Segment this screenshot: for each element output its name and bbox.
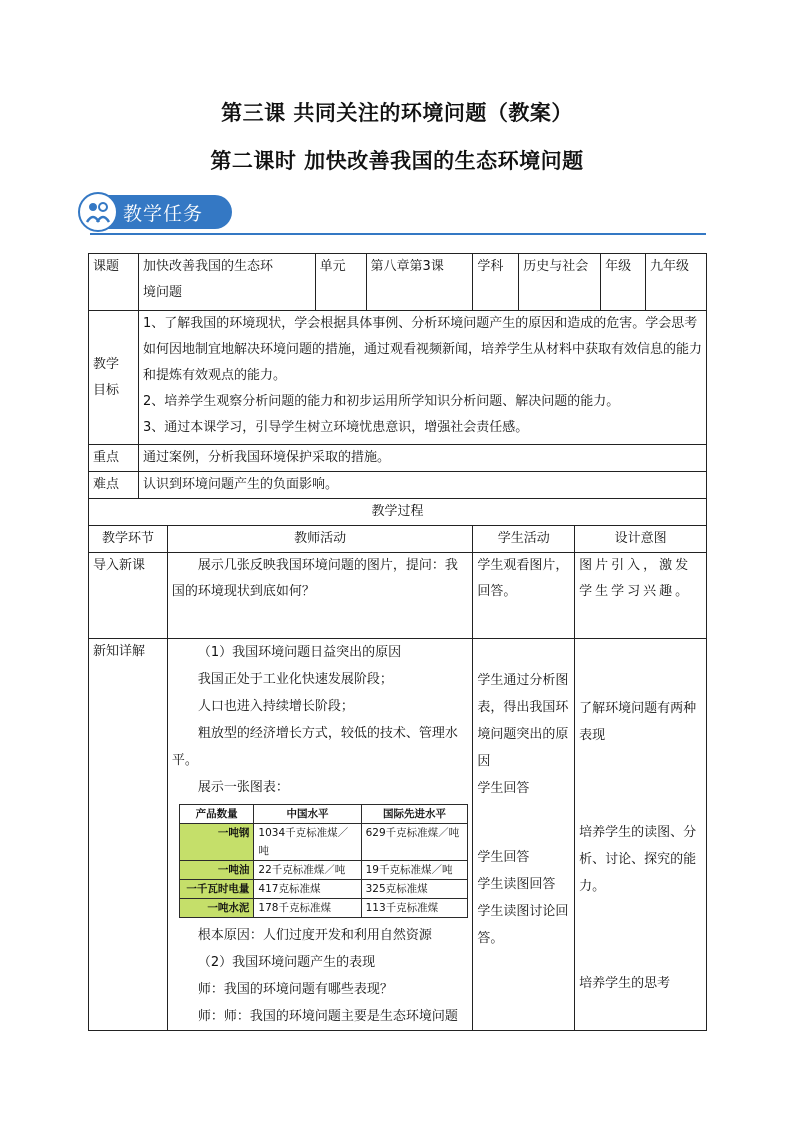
difficulty-label: 难点 <box>89 472 139 499</box>
student-note: 学生通过分析图表，得出我国环境问题突出的原因 <box>477 673 569 769</box>
new-stage: 新知详解 <box>89 639 168 1031</box>
energy-row <box>179 899 467 918</box>
intent-note: 了解环境问题有两种表现 <box>579 701 697 743</box>
header-teacher: 教师活动 <box>167 526 472 553</box>
new-student <box>473 639 575 1031</box>
header-student: 学生活动 <box>473 526 575 553</box>
intro-student: 学生观看图片，回答。 <box>473 553 575 639</box>
teacher-line: 我国正处于工业化快速发展阶段； <box>197 672 393 687</box>
teacher-line: 展示一张图表： <box>197 780 289 795</box>
page-title: 第三课 共同关注的环境问题（教案） <box>221 100 573 125</box>
objective-3: 3、通过本课学习，引导学生树立环境忧患意识，增强社会责任感。 <box>142 420 529 435</box>
unit-value: 第八章第3课 <box>366 254 473 311</box>
intent-note: 培养学生的读图、分析、讨论、探究的能力。 <box>579 825 697 894</box>
header-stage: 教学环节 <box>89 526 168 553</box>
new-teacher <box>167 639 472 1031</box>
topic-value: 加快改善我国的生态环境问题 <box>138 254 315 311</box>
teacher-line: （1）我国环境问题日益突出的原因 <box>197 645 402 660</box>
energy-china: 178千克标准煤 <box>254 899 361 918</box>
energy-product: 一千瓦时电量 <box>179 880 254 899</box>
unit-label: 单元 <box>315 254 366 311</box>
difficulty-row <box>89 472 707 499</box>
students-icon <box>84 198 112 226</box>
objectives-content <box>138 311 706 445</box>
spacer <box>477 802 570 844</box>
energy-intl: 629千克标准煤／吨 <box>361 824 468 861</box>
lesson-plan-table <box>88 253 707 1031</box>
energy-product: 一吨水泥 <box>179 899 254 918</box>
subject-label: 学科 <box>473 254 519 311</box>
energy-china: 1034千克标准煤／吨 <box>254 824 361 861</box>
energy-header: 产品数量 <box>179 805 254 824</box>
energy-intl: 113千克标准煤 <box>361 899 468 918</box>
new-intent <box>575 639 707 1031</box>
student-note: 学生读图回答 <box>477 877 556 892</box>
banner-label: 教学任务 <box>123 203 204 225</box>
page-subtitle: 第二课时 加快改善我国的生态环境问题 <box>210 148 584 173</box>
teacher-line: （2）我国环境问题产生的表现 <box>197 955 376 970</box>
teacher-line: 人口也进入持续增长阶段； <box>197 699 354 714</box>
intent-note: 培养学生的思考 <box>579 976 671 991</box>
key-row <box>89 445 707 472</box>
student-note: 学生回答 <box>477 781 530 796</box>
energy-row <box>179 824 467 861</box>
key-value: 通过案例，分析我国环境保护采取的措施。 <box>138 445 706 472</box>
energy-intl: 325克标准煤 <box>361 880 468 899</box>
process-heading: 教学过程 <box>89 499 707 526</box>
process-header-row <box>89 526 707 553</box>
intro-teacher: 展示几张反映我国环境问题的图片，提问：我国的环境现状到底如何？ <box>167 553 472 639</box>
spacer <box>579 749 702 819</box>
energy-intl: 19千克标准煤／吨 <box>361 861 468 880</box>
spacer <box>579 900 702 970</box>
energy-header: 国际先进水平 <box>361 805 468 824</box>
intro-row <box>89 553 707 639</box>
intro-stage: 导入新课 <box>89 553 168 639</box>
teacher-line: 粗放型的经济增长方式，较低的技术、管理水平。 <box>171 726 458 768</box>
key-label: 重点 <box>89 445 139 472</box>
banner-underline <box>90 233 706 235</box>
student-note: 学生回答 <box>477 850 530 865</box>
energy-china: 417克标准煤 <box>254 880 361 899</box>
section-banner <box>78 192 234 234</box>
energy-product: 一吨钢 <box>179 824 254 861</box>
energy-row <box>179 861 467 880</box>
new-knowledge-row <box>89 639 707 1031</box>
energy-header-row <box>179 805 467 824</box>
teacher-line: 师：师：我国的环境问题主要是生态环境问题 <box>197 1009 458 1024</box>
topic-label: 课题 <box>89 254 139 311</box>
spacer <box>477 639 570 667</box>
difficulty-value: 认识到环境问题产生的负面影响。 <box>138 472 706 499</box>
energy-header: 中国水平 <box>254 805 361 824</box>
header-intent: 设计意图 <box>575 526 707 553</box>
info-row <box>89 254 707 311</box>
teacher-line: 根本原因：人们过度开发和利用自然资源 <box>197 928 432 943</box>
intro-intent: 图片引入，激发学生学习兴趣。 <box>575 553 707 639</box>
energy-consumption-table <box>179 804 468 918</box>
teacher-line: 师：我国的环境问题有哪些表现？ <box>197 982 393 997</box>
energy-row <box>179 880 467 899</box>
energy-china: 22千克标准煤／吨 <box>254 861 361 880</box>
energy-product: 一吨油 <box>179 861 254 880</box>
process-heading-row <box>89 499 707 526</box>
spacer <box>579 639 702 695</box>
student-note: 学生读图讨论回答。 <box>477 904 569 946</box>
objectives-row <box>89 311 707 445</box>
objective-1: 1、了解我国的环境现状，学会根据具体事例、分析环境问题产生的原因和造成的危害。学会思考如何因地制宜地解决环境问题的措施，通过观看视频新闻，培养学生从材料中获取有效信息的能力和提炼有效观点的能力。 <box>142 316 702 383</box>
objectives-label: 教学目标 <box>89 311 139 445</box>
objective-2: 2、培养学生观察分析问题的能力和初步运用所学知识分析问题、解决问题的能力。 <box>142 394 620 409</box>
grade-value: 九年级 <box>646 254 707 311</box>
subject-value: 历史与社会 <box>519 254 601 311</box>
grade-label: 年级 <box>601 254 646 311</box>
